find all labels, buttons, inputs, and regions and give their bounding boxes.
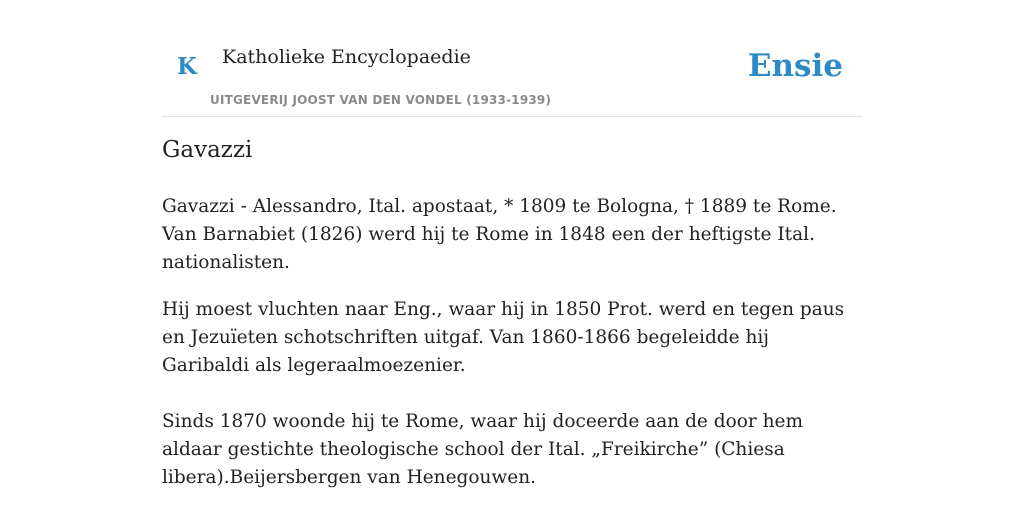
article-paragraph-2: Hij moest vluchten naar Eng., waar hij in 1850 Prot. werd en tegen paus en Jezuïeten schotschriften uitgaf. Van 1860-1866 begeleidde hij Garibaldi als legeraalmoezenier. xyxy=(162,298,845,376)
article xyxy=(162,136,862,492)
encyclopedia-logo[interactable]: K xyxy=(177,53,197,80)
site-header xyxy=(162,0,862,117)
ensie-brand-logo[interactable]: Ensie xyxy=(747,48,843,84)
article-title: Gavazzi xyxy=(162,137,253,163)
article-paragraph-3: Sinds 1870 woonde hij te Rome, waar hij doceerde aan de door hem aldaar gestichte theologische school der Ital. „Freikirche” (Chiesa libera).Beijersbergen van Henegouwen. xyxy=(162,410,804,488)
publisher-label: UITGEVERIJ JOOST VAN DEN VONDEL (1933-1939) xyxy=(210,93,552,107)
encyclopedia-title[interactable]: Katholieke Encyclopaedie xyxy=(222,46,471,68)
article-paragraph-1: Gavazzi - Alessandro, Ital. apostaat, * 1809 te Bologna, † 1889 te Rome. Van Barnabiet (1826) werd hij te Rome in 1848 een der heftigste Ital. nationalisten. xyxy=(162,195,837,273)
